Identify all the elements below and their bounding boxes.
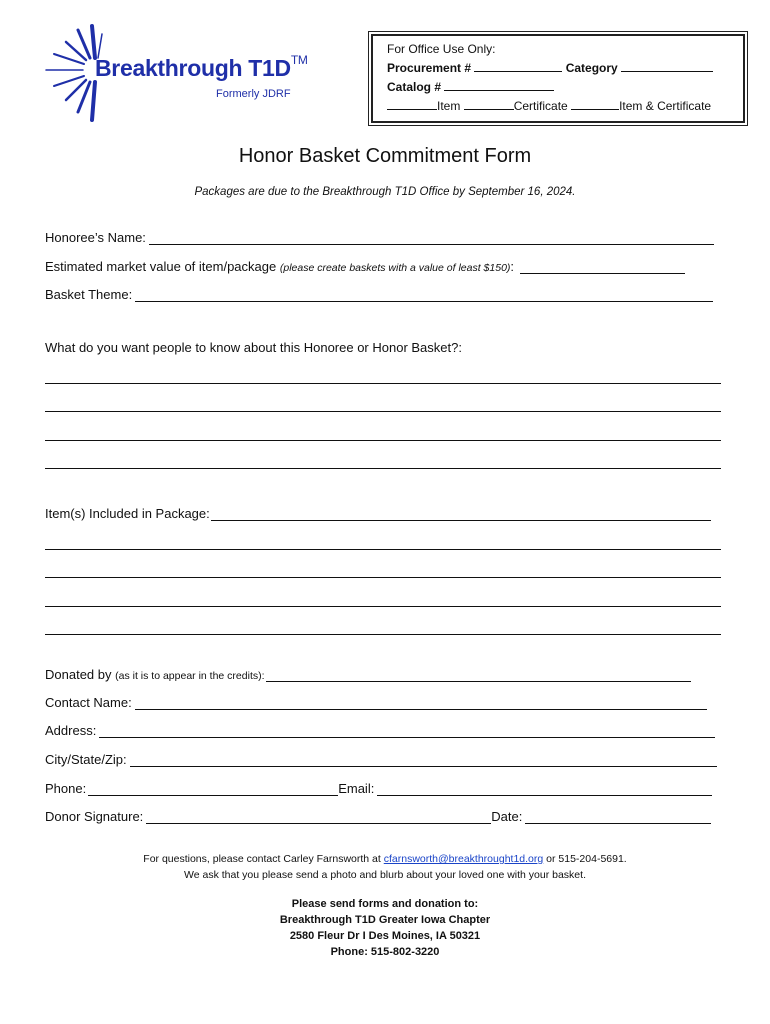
basket-theme-field[interactable] <box>135 289 713 302</box>
value-row <box>45 259 685 274</box>
footer-chapter: Breakthrough T1D Greater Iowa Chapter <box>279 914 491 926</box>
donor-signature-field[interactable] <box>146 811 491 824</box>
honoree-label: Honoree’s Name: <box>45 230 146 245</box>
questions-prefix: For questions, please contact Carley Farnsworth at <box>143 853 381 865</box>
form-subtitle: Packages are due to the Breakthrough T1D Office by September 16, 2024. <box>194 186 576 198</box>
question-answer-line-4[interactable] <box>45 468 721 469</box>
value-label: Estimated market value of item/package <box>45 259 277 274</box>
donated-note: (as it is to appear in the credits): <box>115 670 265 682</box>
value-colon: : <box>510 259 515 274</box>
date-label: Date: <box>491 809 523 824</box>
phone-label: Phone: <box>45 781 87 796</box>
theme-label: Basket Theme: <box>45 287 133 302</box>
office-catalog-line <box>387 78 743 97</box>
contact-row <box>45 695 707 710</box>
city-row <box>45 752 717 767</box>
email-field[interactable] <box>377 783 712 796</box>
certificate-check-field[interactable] <box>464 98 514 110</box>
items-line-3[interactable] <box>45 606 721 607</box>
contact-email-link[interactable]: cfarnsworth@breakthrought1d.org <box>383 853 544 865</box>
address-field[interactable] <box>99 725 715 738</box>
question-label: What do you want people to know about this Honoree or Honor Basket?: <box>45 340 462 355</box>
form-title: Honor Basket Commitment Form <box>238 145 532 167</box>
theme-row <box>45 287 713 302</box>
address-label: Address: <box>45 723 97 738</box>
email-label: Email: <box>338 781 375 796</box>
catalog-field[interactable] <box>444 79 554 91</box>
market-value-field[interactable] <box>520 261 685 274</box>
contact-name-field[interactable] <box>135 697 707 710</box>
items-field[interactable] <box>211 508 711 521</box>
office-procurement-line <box>387 59 743 78</box>
honoree-name-field[interactable] <box>149 232 714 245</box>
questions-suffix: or 515-204-5691. <box>546 853 627 865</box>
question-row <box>45 340 462 355</box>
address-row <box>45 723 715 738</box>
category-label: Category <box>565 61 618 75</box>
items-label: Item(s) Included in Package: <box>45 506 210 521</box>
footer-phone: Phone: 515-802-3220 <box>330 946 440 958</box>
office-use-box <box>371 34 745 123</box>
donated-label: Donated by <box>45 667 112 682</box>
category-field[interactable] <box>621 60 713 72</box>
item-check-field[interactable] <box>387 98 437 110</box>
contact-label: Contact Name: <box>45 695 132 710</box>
items-line-1[interactable] <box>45 549 721 550</box>
items-row <box>45 506 711 521</box>
footer-photo-note: We ask that you please send a photo and blurb about your loved one with your basket. <box>184 869 586 881</box>
footer-send-heading: Please send forms and donation to: <box>291 898 479 910</box>
donated-row <box>45 667 691 682</box>
procurement-label: Procurement # <box>387 61 472 75</box>
footer-questions <box>0 853 770 865</box>
city-label: City/State/Zip: <box>45 752 127 767</box>
city-state-zip-field[interactable] <box>130 754 717 767</box>
donated-by-field[interactable] <box>266 669 691 682</box>
catalog-label: Catalog # <box>387 80 442 94</box>
item-certificate-check-field[interactable] <box>571 98 619 110</box>
signature-row <box>45 809 711 824</box>
items-line-2[interactable] <box>45 577 721 578</box>
office-heading: For Office Use Only: <box>387 42 496 56</box>
office-type-line <box>387 97 743 116</box>
signature-label: Donor Signature: <box>45 809 144 824</box>
procurement-field[interactable] <box>474 60 562 72</box>
certificate-label: Certificate <box>513 99 568 113</box>
logo-trademark: TM <box>290 53 308 67</box>
value-note: (please create baskets with a value of least $150) <box>279 262 511 274</box>
item-label: Item <box>437 99 461 113</box>
logo-wordmark <box>95 55 308 82</box>
question-answer-line-2[interactable] <box>45 411 721 412</box>
phone-field[interactable] <box>88 783 338 796</box>
date-field[interactable] <box>525 811 711 824</box>
items-line-4[interactable] <box>45 634 721 635</box>
logo-tagline: Formerly JDRF <box>216 88 291 100</box>
item-certificate-label: Item & Certificate <box>619 99 712 113</box>
phone-email-row <box>45 781 712 796</box>
honoree-row <box>45 230 714 245</box>
question-answer-line-1[interactable] <box>45 383 721 384</box>
logo-name: Breakthrough T1D <box>95 55 291 81</box>
footer-address: 2580 Fleur Dr I Des Moines, IA 50321 <box>289 930 481 942</box>
question-answer-line-3[interactable] <box>45 440 721 441</box>
